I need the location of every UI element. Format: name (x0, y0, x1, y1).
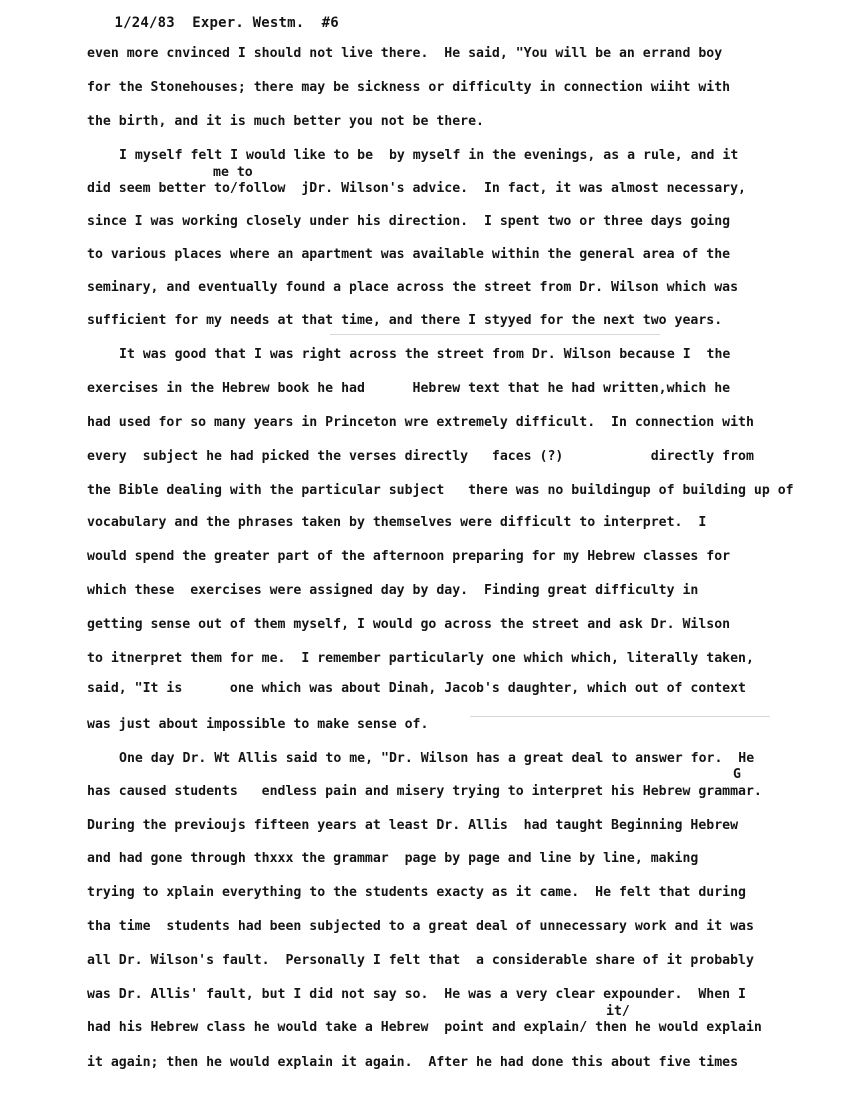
text-line: getting sense out of them myself, I would go across the street and ask Dr. Wilson (87, 617, 731, 632)
text-line: did seem better to/follow jDr. Wilson's advice. In fact, it was almost necessary, (87, 181, 746, 196)
text-line: every subject he had picked the verses directly faces (?) directly from (87, 449, 754, 464)
text-line: said, "It is one which was about Dinah, Jacob's daughter, which out of context (87, 681, 746, 696)
header-date: 1/24/83 (114, 15, 175, 31)
text-line: for the Stonehouses; there may be sickness or difficulty in connection wiiht with (87, 80, 731, 95)
text-line: to itnerpret them for me. I remember particularly one which which, literally taken, (87, 651, 754, 666)
paragraph-start-line: I myself felt I would like to be by myself in the evenings, as a rule, and it (119, 148, 739, 163)
text-line: all Dr. Wilson's fault. Personally I felt that a considerable share of it probably (87, 953, 754, 968)
text-line: was Dr. Allis' fault, but I did not say so. He was a very clear expounder. When I (87, 987, 746, 1002)
text-line: vocabulary and the phrases taken by themselves were difficult to interpret. I (87, 515, 707, 530)
text-line: had his Hebrew class he would take a Hebrew point and explain/ then he would explain (87, 1020, 762, 1035)
text-line-with-strikeout: the Bible dealing with the particular subject there was no buildingup of building up of (87, 483, 794, 498)
header-page-number: #6 (321, 15, 339, 31)
text-line: which these exercises were assigned day by day. Finding great difficulty in (87, 583, 699, 598)
text-line: to various places where an apartment was available within the general area of the (87, 247, 731, 262)
paragraph-start-line: One day Dr. Wt Allis said to me, "Dr. Wilson has a great deal to answer for. He (119, 751, 755, 766)
smudge-mark (470, 716, 770, 717)
text-line: the birth, and it is much better you not be there. (87, 114, 484, 129)
header-title: Exper. Westm. (192, 15, 305, 31)
inserted-letter-g: G (733, 767, 741, 782)
smudge-mark (330, 334, 660, 335)
text-line: has caused students endless pain and misery trying to interpret his Hebrew grammar. (87, 784, 762, 799)
text-line: trying to xplain everything to the students exacty as it came. He felt that during (87, 885, 746, 900)
inserted-text-it: it/ (606, 1004, 630, 1019)
paragraph-start-line: It was good that I was right across the street from Dr. Wilson because I the (119, 347, 731, 362)
text-line: since I was working closely under his direction. I spent two or three days going (87, 214, 731, 229)
text-line: sufficient for my needs at that time, and there I styyed for the next two years. (87, 313, 723, 328)
text-line: even more cnvinced I should not live there. He said, "You will be an errand boy (87, 46, 723, 61)
text-line: had used for so many years in Princeton wre extremely difficult. In connection with (87, 415, 754, 430)
text-line: During the previoujs fifteen years at least Dr. Allis had taught Beginning Hebrew (87, 818, 739, 833)
inserted-text-me-to: me to (213, 165, 253, 180)
text-line: was just about impossible to make sense of. (87, 717, 429, 732)
text-line: exercises in the Hebrew book he had Hebrew text that he had written,which he (87, 381, 731, 396)
text-line: it again; then he would explain it again. After he had done this about five times (87, 1055, 739, 1070)
text-line: seminary, and eventually found a place across the street from Dr. Wilson which was (87, 280, 739, 295)
page-header (80, 0, 339, 47)
text-line: would spend the greater part of the afternoon preparing for my Hebrew classes for (87, 549, 731, 564)
text-line: and had gone through thxxx the grammar page by page and line by line, making (87, 851, 699, 866)
text-line: tha time students had been subjected to a great deal of unnecessary work and it was (87, 919, 754, 934)
